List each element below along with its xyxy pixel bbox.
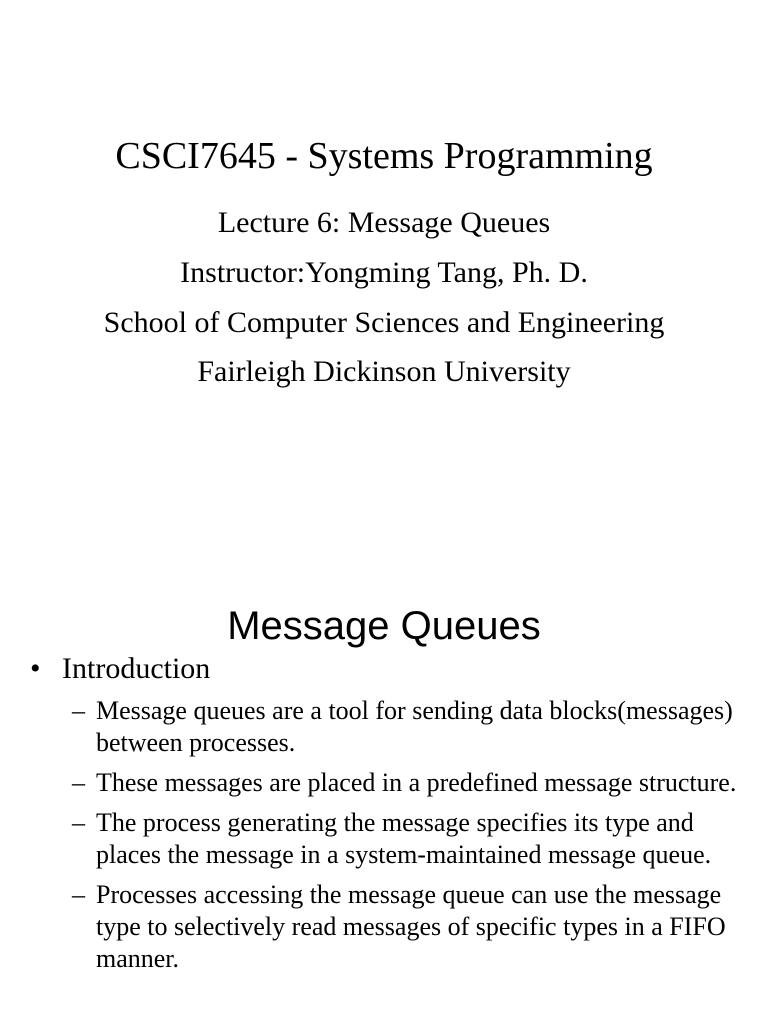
sub-bullet-text: Processes accessing the message queue can use the message type to selectively read messages of specific types in a FIFO manner. <box>96 880 726 973</box>
lecture-line: Lecture 6: Message Queues <box>217 206 551 239</box>
instructor-line: Instructor:Yongming Tang, Ph. D. <box>180 256 588 289</box>
bullet-introduction <box>30 651 210 687</box>
sub-bullet-text: These messages are placed in a predefined message structure. <box>96 768 737 797</box>
dash-icon: – <box>72 696 85 725</box>
sub-bullet-text: Message queues are a tool for sending data blocks(messages) between processes. <box>96 696 733 757</box>
school-line: School of Computer Sciences and Engineering <box>103 306 665 339</box>
bullet-label: Introduction <box>62 652 211 685</box>
sub-bullet-item <box>72 807 742 871</box>
sub-bullet-item <box>72 767 742 799</box>
sub-bullet-list <box>72 695 742 983</box>
sub-bullet-text: The process generating the message specifies its type and places the message in a system-maintained message queue. <box>96 808 712 869</box>
bullet-dot-icon: • <box>30 652 41 685</box>
sub-bullet-item <box>72 879 742 975</box>
sub-bullet-item <box>72 695 742 759</box>
university-line: Fairleigh Dickinson University <box>197 355 571 388</box>
dash-icon: – <box>72 768 85 797</box>
course-title: CSCI7645 - Systems Programming <box>115 135 653 177</box>
slide-title: Message Queues <box>227 604 541 648</box>
dash-icon: – <box>72 808 85 837</box>
content-slide <box>0 512 768 1024</box>
dash-icon: – <box>72 880 85 909</box>
